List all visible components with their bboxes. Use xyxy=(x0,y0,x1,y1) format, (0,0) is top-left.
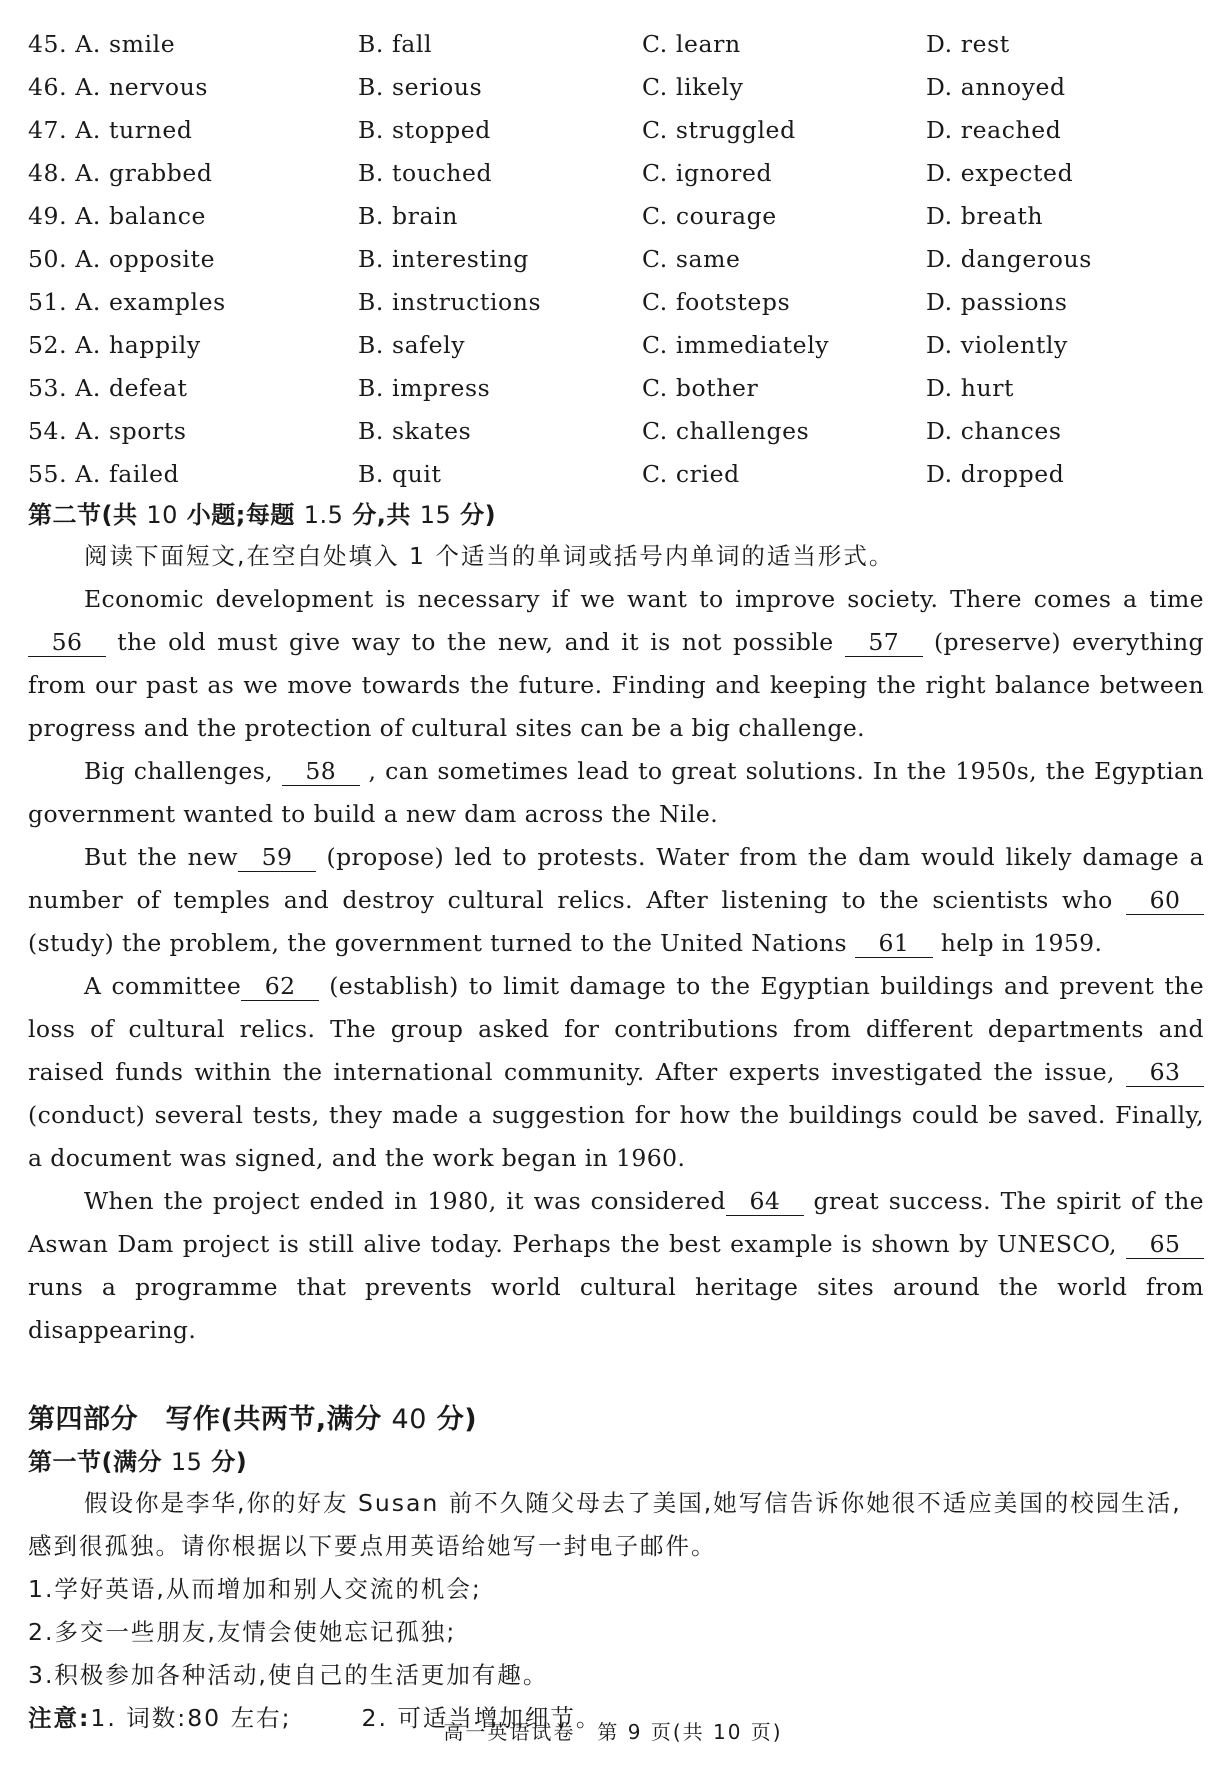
option-a: A. defeat xyxy=(75,373,188,402)
option-a: A. sports xyxy=(75,416,187,445)
option-c: C. likely xyxy=(642,72,744,101)
option-d: D. dangerous xyxy=(926,244,1092,273)
question-number: 54. xyxy=(28,416,68,445)
option-b: B. brain xyxy=(358,201,458,230)
option-d: D. hurt xyxy=(926,373,1015,402)
question-number: 51. xyxy=(28,287,68,316)
option-row-48 xyxy=(28,151,1204,194)
option-row-53 xyxy=(28,366,1204,409)
passage-paragraph-2: Big challenges, 58 , can sometimes lead to great solutions. In the 1950s, the Egyptian government wanted to build a new dam across the Nile. xyxy=(28,757,1204,828)
option-a: A. examples xyxy=(75,287,226,316)
exam-page xyxy=(28,22,1204,1740)
note-label: 注意: xyxy=(28,1704,91,1732)
question-number: 47. xyxy=(28,115,68,144)
section2-instruction: 阅读下面短文,在空白处填入 1 个适当的单词或括号内单词的适当形式。 xyxy=(84,542,895,570)
option-a: A. failed xyxy=(75,459,180,488)
option-b: B. skates xyxy=(358,416,472,445)
option-b: B. safely xyxy=(358,330,466,359)
blank-63: 63 xyxy=(1126,1058,1204,1087)
writing-point-2: 2.多交一些朋友,友情会使她忘记孤独; xyxy=(28,1618,457,1646)
option-d: D. dropped xyxy=(926,459,1065,488)
blank-61: 61 xyxy=(855,929,933,958)
blank-60: 60 xyxy=(1126,886,1204,915)
option-a: A. grabbed xyxy=(75,158,213,187)
option-b: B. quit xyxy=(358,459,442,488)
option-c: C. immediately xyxy=(642,330,830,359)
option-c: C. same xyxy=(642,244,741,273)
option-a: A. opposite xyxy=(75,244,216,273)
question-number: 48. xyxy=(28,158,68,187)
option-c: C. learn xyxy=(642,29,741,58)
option-row-49 xyxy=(28,194,1204,237)
blank-62: 62 xyxy=(241,972,319,1001)
option-row-50 xyxy=(28,237,1204,280)
option-a: A. turned xyxy=(75,115,193,144)
option-d: D. violently xyxy=(926,330,1068,359)
cloze-passage xyxy=(28,578,1204,1352)
option-b: B. interesting xyxy=(358,244,529,273)
option-b: B. touched xyxy=(358,158,493,187)
option-c: C. struggled xyxy=(642,115,796,144)
option-row-46 xyxy=(28,65,1204,108)
option-d: D. chances xyxy=(926,416,1062,445)
question-number: 52. xyxy=(28,330,68,359)
options-table xyxy=(28,22,1204,495)
option-row-51 xyxy=(28,280,1204,323)
option-d: D. breath xyxy=(926,201,1044,230)
blank-65: 65 xyxy=(1126,1230,1204,1259)
page-footer: 高一英语试卷 第 9 页(共 10 页) xyxy=(443,1720,783,1744)
option-c: C. challenges xyxy=(642,416,810,445)
blank-58: 58 xyxy=(282,757,360,786)
option-b: B. serious xyxy=(358,72,483,101)
option-d: D. passions xyxy=(926,287,1068,316)
note-item-1: 1. 词数:80 左右; xyxy=(90,1704,292,1732)
option-row-54 xyxy=(28,409,1204,452)
option-a: A. balance xyxy=(75,201,206,230)
question-number: 46. xyxy=(28,72,68,101)
option-b: B. instructions xyxy=(358,287,542,316)
option-d: D. rest xyxy=(926,29,1010,58)
blank-64: 64 xyxy=(726,1187,804,1216)
question-number: 53. xyxy=(28,373,68,402)
blank-57: 57 xyxy=(845,628,923,657)
writing-point-3: 3.积极参加各种活动,使自己的生活更加有趣。 xyxy=(28,1661,549,1689)
part4-heading: 第四部分 写作(共两节,满分 40 分) xyxy=(28,1404,478,1435)
option-row-55 xyxy=(28,452,1204,495)
option-row-52 xyxy=(28,323,1204,366)
option-b: B. stopped xyxy=(358,115,491,144)
section2-heading: 第二节(共 10 小题;每题 1.5 分,共 15 分) xyxy=(28,501,497,529)
option-c: C. ignored xyxy=(642,158,773,187)
option-a: A. smile xyxy=(75,29,176,58)
blank-56: 56 xyxy=(28,628,106,657)
option-c: C. bother xyxy=(642,373,759,402)
passage-paragraph-4: A committee 62 (establish) to limit damage to the Egyptian buildings and prevent the loss of cultural relics. The group asked for contributions from different departments and raised funds within the international community. After experts investigated the issue, 63 (conduct) several tests, they made a suggestion for how the buildings could be saved. Finally, a document was signed, and the work began in 1960. xyxy=(28,972,1205,1172)
passage-paragraph-1: Economic development is necessary if we want to improve society. There comes a time56 the old must give way to the new, and it is not possible 57 (preserve) everything from our past as we move towards the future. Finding and keeping the right balance between progress and the protection of cultural sites can be a big challenge. xyxy=(28,585,1204,742)
question-number: 50. xyxy=(28,244,68,273)
part4-subheading: 第一节(满分 15 分) xyxy=(28,1448,248,1476)
note-item-2: 2. 可适当增加细节。 xyxy=(361,1704,602,1732)
writing-prompt: 假设你是李华,你的好友 Susan 前不久随父母去了美国,她写信告诉你她很不适应美国的校园生活,感到很孤独。请你根据以下要点用英语给她写一封电子邮件。 xyxy=(28,1489,1182,1560)
blank-59: 59 xyxy=(238,843,316,872)
option-b: B. fall xyxy=(358,29,433,58)
option-b: B. impress xyxy=(358,373,491,402)
question-number: 55. xyxy=(28,459,68,488)
option-a: A. nervous xyxy=(75,72,209,101)
option-row-45 xyxy=(28,22,1204,65)
passage-paragraph-3: But the new 59 (propose) led to protests. Water from the dam would likely damage a number of temples and destroy cultural relics. After listening to the scientists who 60 (study) the problem, the government turned to the United Nations 61 help in 1959. xyxy=(28,843,1204,957)
option-d: D. reached xyxy=(926,115,1062,144)
option-c: C. courage xyxy=(642,201,777,230)
question-number: 45. xyxy=(28,29,68,58)
question-number: 49. xyxy=(28,201,68,230)
passage-paragraph-5: When the project ended in 1980, it was considered 64 great success. The spirit of the Aswan Dam project is still alive today. Perhaps the best example is shown by UNESCO, 65 runs a programme that prevents world cultural heritage sites around the world from disappearing. xyxy=(28,1187,1204,1344)
option-d: D. expected xyxy=(926,158,1074,187)
writing-point-1: 1.学好英语,从而增加和别人交流的机会; xyxy=(28,1575,482,1603)
option-row-47 xyxy=(28,108,1204,151)
option-c: C. cried xyxy=(642,459,740,488)
option-d: D. annoyed xyxy=(926,72,1066,101)
option-a: A. happily xyxy=(75,330,201,359)
option-c: C. footsteps xyxy=(642,287,791,316)
